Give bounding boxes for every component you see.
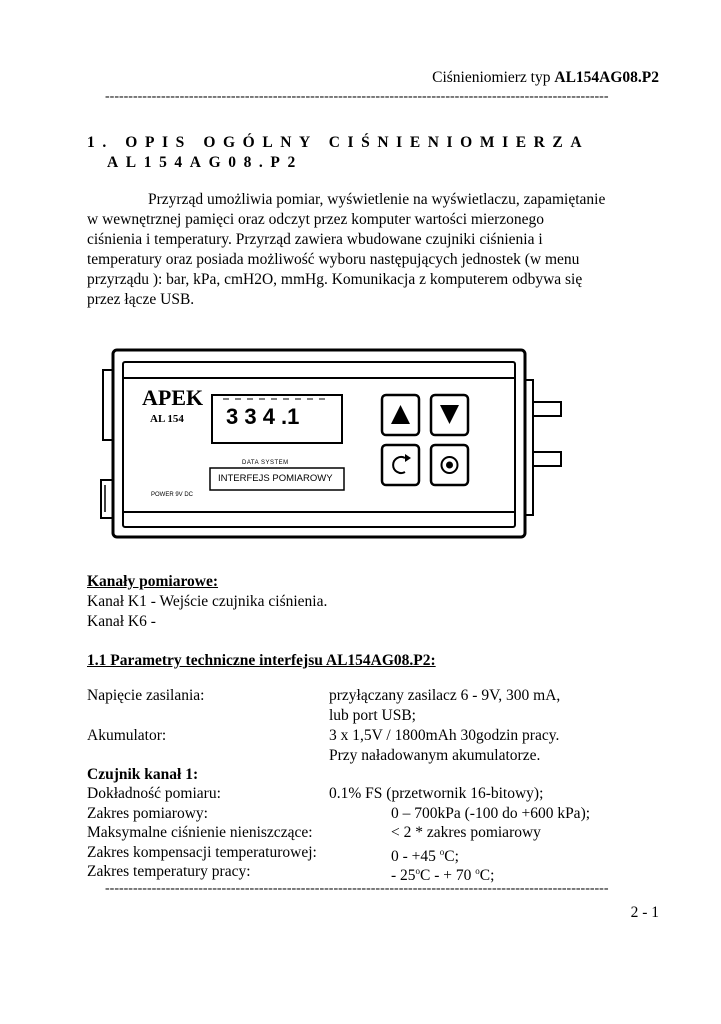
page-number: 2 - 1 [630, 904, 659, 921]
battery-value: 3 x 1,5V / 1800mAh 30godzin pracy. [329, 727, 560, 744]
sensor-heading: Czujnik kanał 1: [87, 766, 199, 783]
device-model: AL 154 [150, 413, 184, 425]
supply-label: Napięcie zasilania: [87, 687, 205, 704]
accuracy-value: 0.1% FS (przetwornik 16-bitowy); [329, 785, 544, 802]
arrow-up-icon [391, 405, 410, 424]
device-data-system-label: DATA SYSTEM [242, 460, 289, 466]
paragraph-line: w wewnętrznej pamięci oraz odczyt przez komputer wartości mierzonego [87, 211, 545, 228]
accuracy-label: Dokładność pomiaru: [87, 785, 221, 802]
channel-k1: Kanał K1 - Wejście czujnika ciśnienia. [87, 593, 328, 610]
device-power-label: POWER 9V DC [151, 492, 194, 498]
channel-k6: Kanał K6 - [87, 613, 156, 630]
paragraph-line: przyrządu ): bar, kPa, cmH2O, mmHg. Komunikacja z komputerem odbywa się [87, 271, 583, 288]
paragraph-line: ciśnienia i temperatury. Przyrząd zawiera wbudowane czujniki ciśnienia i [87, 231, 543, 248]
channels-heading: Kanały pomiarowe: [87, 573, 219, 590]
supply-value: przyłączany zasilacz 6 - 9V, 300 mA, [329, 687, 561, 704]
max-pressure-label: Maksymalne ciśnienie nieniszczące: [87, 824, 313, 841]
paragraph-line: temperatury oraz posiada możliwość wyboru następujących jednostek (w menu [87, 251, 580, 268]
section-heading: 1. OPIS OGÓLNY CIŚNIENIOMIERZA [87, 134, 590, 151]
work-temp-label: Zakres temperatury pracy: [87, 863, 251, 880]
device-brand: APEK [142, 385, 204, 410]
device-illustration [95, 340, 565, 540]
supply-value-2: lub port USB; [329, 707, 416, 724]
compensation-label: Zakres kompensacji temperaturowej: [87, 844, 317, 861]
work-temp-value: - 25$^o$C - + 70 $^o$C; [391, 866, 495, 885]
paragraph-line: Przyrząd umożliwia pomiar, wyświetlenie na wyświetlaczu, zapamiętanie [148, 191, 606, 208]
header-title: Ciśnieniomierz typ AL154AG08.P2 [432, 69, 659, 86]
max-pressure-value: < 2 * zakres pomiarowy [391, 824, 541, 841]
section-heading-model: AL154AG08.P2 [107, 154, 303, 171]
footer-rule: ------------------------------------------------------------------------------------------------------------ [105, 881, 609, 896]
arrow-down-icon [440, 405, 459, 424]
header-rule: ------------------------------------------------------------------------------------------------------------ [105, 89, 609, 104]
battery-label: Akumulator: [87, 727, 167, 744]
device-display-value: 3 3 4 .1 [226, 404, 300, 429]
range-value: 0 – 700kPa (-100 do +600 kPa); [391, 805, 591, 822]
compensation-value: 0 - +45 $^o$C; [391, 847, 459, 866]
battery-value-2: Przy naładowanym akumulatorze. [329, 747, 541, 764]
paragraph-line: przez łącze USB. [87, 291, 195, 308]
device-interface-label: INTERFEJS POMIAROWY [218, 473, 333, 484]
parameters-heading: 1.1 Parametry techniczne interfejsu AL154AG08.P2: [87, 652, 436, 669]
range-label: Zakres pomiarowy: [87, 805, 208, 822]
